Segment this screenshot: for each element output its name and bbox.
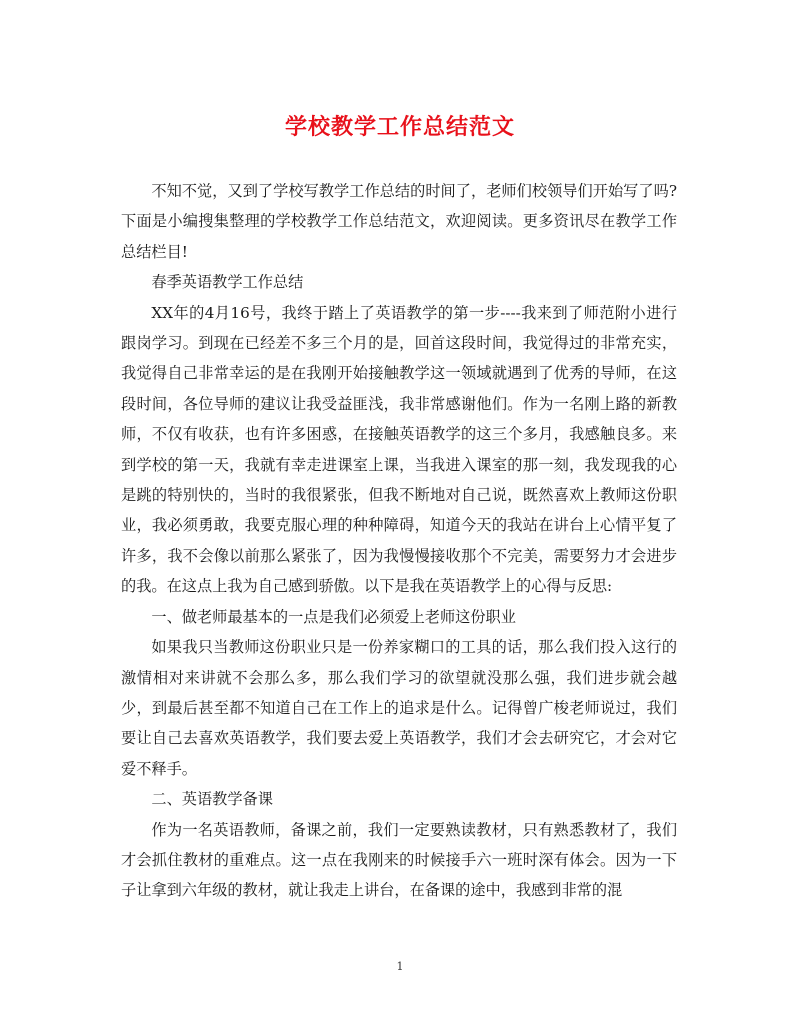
body-paragraph: 如果我只当教师这份职业只是一份养家糊口的工具的话，那么我们投入这行的激情相对来讲就不会那么多，那么我们学习的欲望就没那么强，我们进步就会越少，到最后甚至都不知道自己在工作上的追求是什么。记得曾广梭老师说过，我们要让自己去喜欢英语教学，我们要去爱上英语教学，我们才会去研究它，才会对它爱不释手。	[121, 638, 677, 778]
body-paragraph: 作为一名英语教师，备课之前，我们一定要熟读教材，只有熟悉教材了，我们才会抓住教材的重难点。这一点在我刚来的时候接手六一班时深有体会。因为一下子让拿到六年级的教材，就让我走上讲台，在备课的途中，我感到非常的混	[121, 820, 677, 900]
section-heading-spring-english: 春季英语教学工作总结	[151, 273, 304, 292]
intro-paragraph: 不知不觉，又到了学校写教学工作总结的时间了，老师们校领导们开始写了吗?下面是小编搜集整理的学校教学工作总结范文，欢迎阅读。更多资讯尽在教学工作总结栏目!	[121, 182, 677, 261]
section-heading-lesson-prep: 二、英语教学备课	[151, 790, 273, 809]
body-paragraph: XX年的4月16号，我终于踏上了英语教学的第一步----我来到了师范附小进行跟岗学习。到现在已经差不多三个月的是，回首这段时间，我觉得过的非常充实，我觉得自己非常幸运的是在我刚开始接触教学这一领域就遇到了优秀的导师，在这段时间，各位导师的建议让我受益匪浅，我非常感谢他们。作为一名刚上路的新教师，不仅有收获，也有许多困惑，在接触英语教学的这三个多月，我感触良多。来到学校的第一天，我就有幸走进课室上课，当我进入课室的那一刻，我发现我的心是跳的特别快的，当时的我很紧张，但我不断地对自己说，既然喜欢上教师这份职业，我必须勇敢，我要克服心理的种种障碍，知道今天的我站在讲台上心情平复了许多，我不会像以前那么紧张了，因为我慢慢接收那个不完美，需要努力才会进步的我。在这点上我为自己感到骄傲。以下是我在英语教学上的心得与反思:	[121, 303, 677, 596]
document-title: 学校教学工作总结范文	[284, 114, 515, 140]
page-number: 1	[396, 960, 404, 973]
section-heading-love-profession: 一、做老师最基本的一点是我们必须爱上老师这份职业	[151, 607, 516, 626]
document-body	[121, 176, 677, 906]
